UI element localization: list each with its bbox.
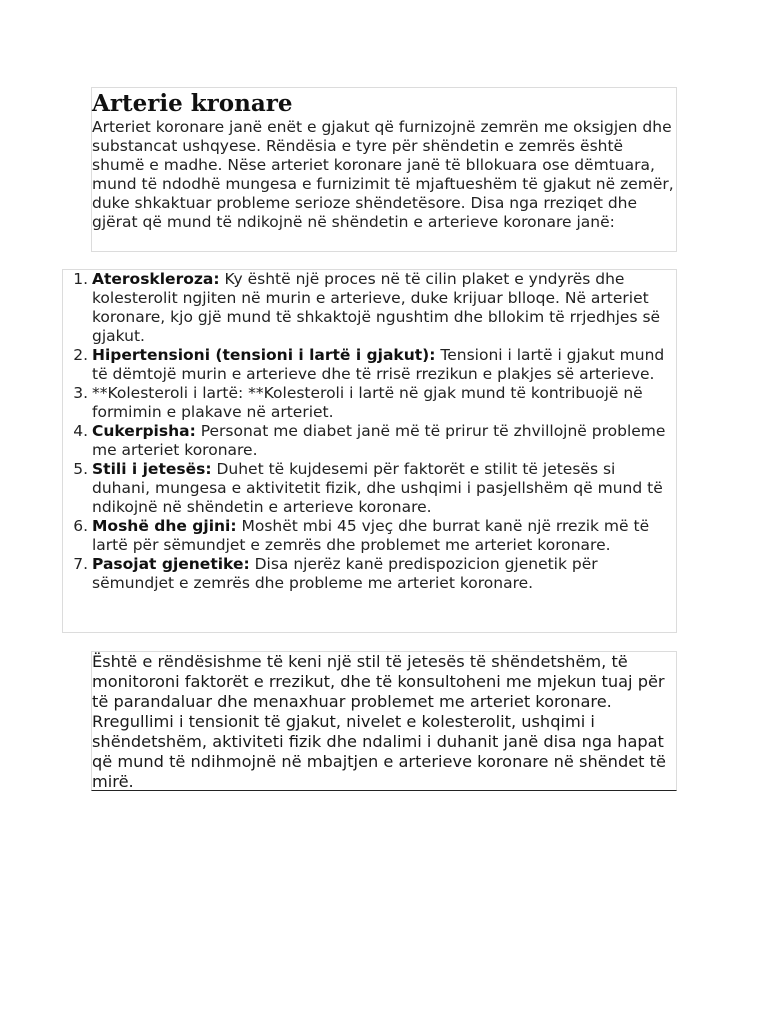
list-item-number: 1. <box>73 270 88 288</box>
list-item-number: 6. <box>73 517 88 535</box>
list-item-term: Cukerpisha: <box>92 422 196 440</box>
list-item-text: **Kolesteroli i lartë: **Kolesteroli i lartë në gjak mund të kontribuojë në formimin e plakave në arteriet. <box>92 384 643 421</box>
list-item-number: 2. <box>73 346 88 364</box>
list-item <box>63 517 676 555</box>
list-item-text: Ky është një proces në të cilin plaket e yndyrës dhe kolesterolit ngjiten në murin e arterieve, duke krijuar blloqe. Në arteriet koronare, kjo gjë mund të shkaktojë ngushtim dhe bllokim të rrjedhjes së gjakut. <box>92 270 661 345</box>
list-item-text: Duhet të kujdesemi për faktorët e stilit të jetesës si duhani, mungesa e aktivitetit fizik, dhe ushqimi i pasjellshëm që mund të ndikojnë në shëndetin e arterieve koronare. <box>92 460 663 516</box>
list-item-term: Hipertensioni (tensioni i lartë i gjakut): <box>92 346 436 364</box>
risk-factor-list <box>63 270 676 593</box>
list-item <box>63 460 676 517</box>
list-item <box>63 346 676 384</box>
page-title: Arterie kronare <box>92 90 293 117</box>
list-item-number: 4. <box>73 422 88 440</box>
list-item-number: 5. <box>73 460 88 478</box>
list-item-number: 7. <box>73 555 88 573</box>
list-item-number: 3. <box>73 384 88 402</box>
list-item-term: Ateroskleroza: <box>92 270 220 288</box>
list-item <box>63 422 676 460</box>
list-item <box>63 555 676 593</box>
list-item-term: Pasojat gjenetike: <box>92 555 250 573</box>
closing-section <box>91 651 677 791</box>
intro-section <box>91 87 677 252</box>
list-item <box>63 270 676 346</box>
list-item-term: Stili i jetesës: <box>92 460 212 478</box>
risk-factor-list-section <box>62 269 677 633</box>
list-item-text: Moshët mbi 45 vjeç dhe burrat kanë një rrezik më të lartë për sëmundjet e zemrës dhe problemet me arteriet koronare. <box>92 517 650 554</box>
list-item-term: Moshë dhe gjini: <box>92 517 237 535</box>
list-item-text: Personat me diabet janë më të prirur të zhvillojnë probleme me arteriet koronare. <box>92 422 666 459</box>
intro-paragraph: Arteriet koronare janë enët e gjakut që furnizojnë zemrën me oksigjen dhe substancat ushqyese. Rëndësia e tyre për shëndetin e zemrës është shumë e madhe. Nëse arteriet koronare janë të bllokuara ose dëmtuara, mund të ndodhë mungesa e furnizimit të mjaftueshëm të gjakut në zemër, duke shkaktuar probleme serioze shëndetësore. Disa nga rreziqet dhe gjërat që mund të ndikojnë në shëndetin e arterieve koronare janë: <box>92 118 674 231</box>
list-item-text: Tensioni i lartë i gjakut mund të dëmtojë murin e arterieve dhe të rrisë rrezikun e plakjes së arterieve. <box>92 346 665 383</box>
list-item <box>63 384 676 422</box>
closing-paragraph: Është e rëndësishme të keni një stil të jetesës të shëndetshëm, të monitoroni faktorët e rrezikut, dhe të konsultoheni me mjekun tuaj për të parandaluar dhe menaxhuar problemet me arteriet koronare. Rregullimi i tensionit të gjakut, nivelet e kolesterolit, ushqimi i shëndetshëm, aktiviteti fizik dhe ndalimi i duhanit janë disa nga hapat që mund të ndihmojnë në mbajtjen e arterieve koronare në shëndet të mirë. <box>92 652 666 791</box>
list-item-text: Disa njerëz kanë predispozicion gjenetik për sëmundjet e zemrës dhe probleme me arteriet koronare. <box>92 555 598 592</box>
